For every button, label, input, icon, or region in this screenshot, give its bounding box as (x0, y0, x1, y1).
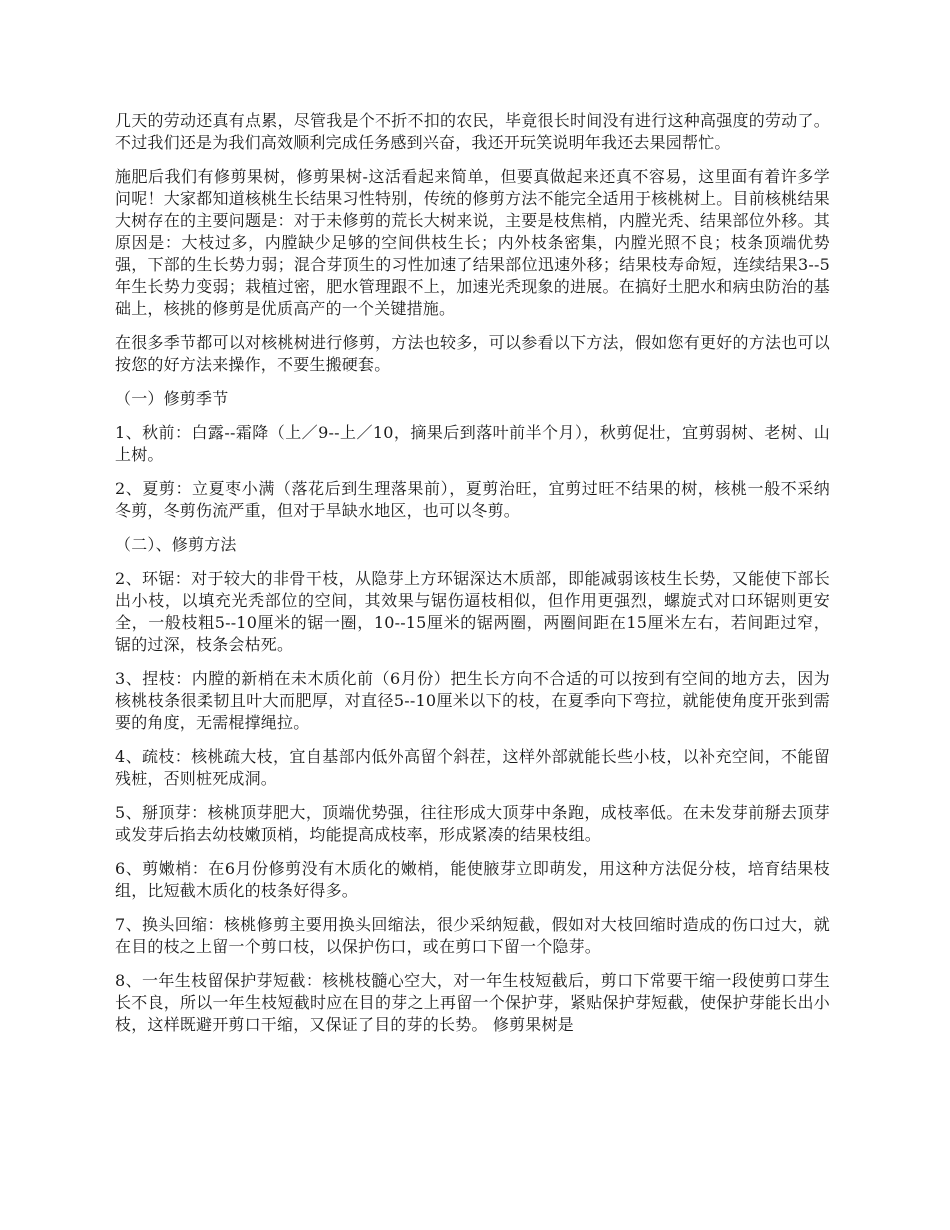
list-item-autumn-pruning: 1、秋前：白露--霜降（上／9--上／10，摘果后到落叶前半个月），秋剪促壮，宜剪弱树、老树、山上树。 (115, 423, 830, 464)
list-item-summer-pruning: 2、夏剪：立夏枣小满（落花后到生理落果前），夏剪治旺，宜剪过旺不结果的树，核桃一般不采纳冬剪，冬剪伤流严重，但对于旱缺水地区，也可以冬剪。 (115, 479, 830, 520)
document-body (115, 110, 830, 1048)
list-item-bud-removal: 5、掰顶芽：核桃顶芽肥大，顶端优势强，往往形成大顶芽中条跑，成枝率低。在未发芽前掰去顶芽或发芽后掐去幼枝嫩顶梢，均能提高成枝率，形成紧凑的结果枝组。 (115, 803, 830, 844)
list-item-protective-bud: 8、一年生枝留保护芽短截：核桃枝髓心空大，对一年生枝短截后，剪口下常要干缩一段使剪口芽生长不良，所以一年生枝短截时应在目的芽之上再留一个保护芽，紧贴保护芽短截，使保护芽能长出小枝，这样既避开剪口干缩，又保证了目的芽的长势。 修剪果树是 (115, 971, 830, 1034)
section-heading-seasons: （一）修剪季节 (115, 389, 229, 408)
list-item-shoot-cutting: 6、剪嫩梢：在6月份修剪没有木质化的嫩梢，能使腋芽立即萌发，用这种方法促分枝，培育结果枝组，比短截木质化的枝条好得多。 (115, 859, 830, 900)
paragraph-pruning-seasons-intro: 在很多季节都可以对核桃树进行修剪，方法也较多，可以参看以下方法，假如您有更好的方法也可以按您的好方法来操作，不要生搬硬套。 (115, 333, 830, 374)
list-item-head-replacement: 7、换头回缩：核桃修剪主要用换头回缩法，很少采纳短截，假如对大枝回缩时造成的伤口过大，就在目的枝之上留一个剪口枝，以保护伤口，或在剪口下留一个隐芽。 (115, 915, 830, 956)
list-item-pinching: 3、捏枝：内膛的新梢在未木质化前（6月份）把生长方向不合适的可以按到有空间的地方去，因为核桃枝条很柔韧且叶大而肥厚，对直径5--10厘米以下的枝，在夏季向下弯拉，就能使角度开张到需要的角度，无需棍撑绳拉。 (115, 669, 830, 732)
paragraph-pruning-overview: 施肥后我们有修剪果树，修剪果树-这活看起来简单，但要真做起来还真不容易，这里面有着许多学问呢！大家都知道核桃生长结果习性特别，传统的修剪方法不能完全适用于核桃树上。目前核桃结果大树存在的主要问题是：对于未修剪的荒长大树来说，主要是枝焦梢，内膛光秃、结果部位外移。其原因是：大枝过多，内膛缺少足够的空间供枝生长；内外枝条密集，内膛光照不良；枝条顶端优势强，下部的生长势力弱；混合芽顶生的习性加速了结果部位迅速外移；结果枝寿命短，连续结果3--5年生长势力变弱；栽植过密，肥水管理跟不上，加速光秃现象的进展。在搞好土肥水和病虫防治的基础上，核挑的修剪是优质高产的一个关键措施。 (115, 167, 830, 318)
paragraph-intro: 几天的劳动还真有点累，尽管我是个不折不扣的农民，毕竟很长时间没有进行这种高强度的劳动了。不过我们还是为我们高效顺利完成任务感到兴奋，我还开玩笑说明年我还去果园帮忙。 (115, 111, 830, 152)
section-heading-methods: （二）、修剪方法 (115, 535, 237, 554)
list-item-thinning: 4、疏枝：核桃疏大枝，宜自基部内低外高留个斜茬，这样外部就能长些小枝，以补充空间，不能留残桩，否则桩死成洞。 (115, 747, 830, 788)
list-item-ring-sawing: 2、环锯：对于较大的非骨干枝，从隐芽上方环锯深达木质部，即能减弱该枝生长势，又能使下部长出小枝，以填充光秃部位的空间，其效果与锯伤逼枝相似，但作用更强烈，螺旋式对口环锯则更安全，一般枝粗5--10厘米的锯一圈，10--15厘米的锯两圈，两圈间距在15厘米左右，若间距过窄，锯的过深，枝条会枯死。 (115, 569, 830, 654)
